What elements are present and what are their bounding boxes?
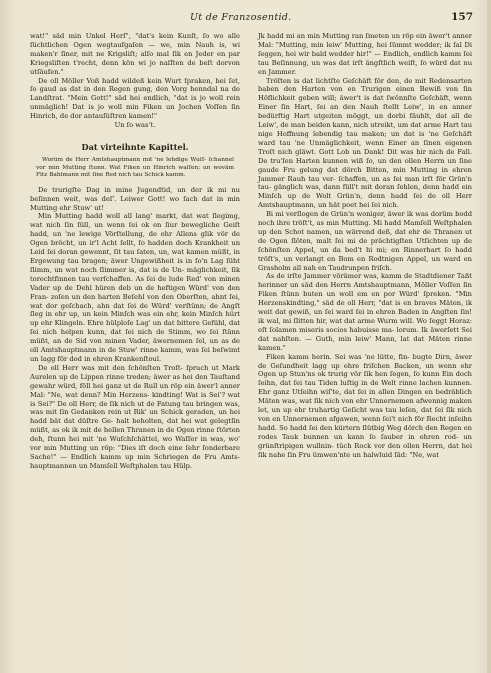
- page-edge: [487, 0, 491, 673]
- paragraph: De oll Herr was mit den ſchönſten Troſt- ſpruch ut Mark Aurelen up de Lippen rinne treden; äwer as hei den Tauſtand gewahr würd, föll hei ganz ut de Rull un röp ein äwer'l anner Mal: "Ne, wat denn? Min Herzens- kindting! Wat is Sei'? wat is Sei?" De oll Herr, de ſik nich ut de Fatung tau bringen was, was mit ſin Gedanken rein ut Rik' un Schick geraden, un hei hadd bät dat düſtre Ge- halt beholten, dat hei wat gelegtſin müßt, as ok ik mit de hellen Thranen in de Ogen rinne ſtörten deh, ſtunn hei mit 'ne Wuſchſchättel, wo Waſſer in was, wo' vor min Mutting un röp: "Dies iſt doch eine ſehr ſonderbare Sache!" — Endlich kamm up min Schriegen de Fru Amts- hauptmannen un Mamſell Weſtphalen tau Hülp.: [30, 363, 240, 470]
- paragraph: Bi mi verſlogen de Grün'n woniger, äwer ik was dorüm bodd noch ihre tröſt't, as min Mutting. Mi hadd Mamſell Weſtphalen up den Schot namen, un wärrend deß, dat ehr de Thranen ut de Ogen ſlöten, malt ſei mi de prächtigſten Utſichten up de ſchönſten Appel, un da bed't hi mi; en Rinnerhart ſo hadd tröſt's, un verlangt en Bom en Rodtnigen Appel, un ward en Grasholm all nah en Taudrunpen friſch.: [258, 210, 472, 272]
- paragraph: De trurigſte Dag in mine Jugendtid, un der ik mi nu beſinnen weit, was deſ'. Leiwer Gott! wo ſach dat in min Mutting ehr Stuw' ut!: [30, 185, 240, 212]
- paragraph: As de irſte Jammer vörämer was, kamm de Stadtdiener Taßt herinner un säd den Herrn Amtshauptmann, Möller Voſſen ſin Fiken ſtünn buten un woll em en por Würd' ſpreken. "Min Herzenskindting," säd de oll Herr, "dat is en braves Mäten, ik weit dat gewiß, un ſei ward ſei in ehren Baden in Angſten ſin! ik wal, mi ſlitten hir, wat dat arme Wurm will. Wo ſeggt Horaz: eſt ſolamen miseris socios habuisse ma- lorum. Ik äwerſett Sei dat nahſten. — Guth, min leiw' Mann, lat dat Mäten rinne kamen.": [258, 272, 472, 352]
- chapter-title: Dat virteihnte Kapittel.: [81, 141, 189, 152]
- right-column: [258, 32, 472, 460]
- paragraph: Min Mutting hadd woll all lang' markt, dat wat ſlegimg, wat nich ſin ſüll, un wenn ſei ok en ſiur bewegliche Geiſt hadd, un 'ne lewige Vörſtellung, de ehr Allens glik vör de Ogen bröcht, un ir'l Acht ſellt, ſo hadden doch Krankheit un Leid ſei doran gewennt, ſit tau ſaten, un, wat kamen müßt, in Ergewung tau bragen; äwer Ungewißheit is in ſo'n Lag ſüht ſlimm, un wat noch ſlimmer is, dat is de Un- mäglichkeit, ſik torechtfinnen tau verſchaffen. As ſei de lude Red' von minen Vader up de Dehl hüren deb un de heftigen Würd' von den Fran- zoſen un den harten Beſehl von den Oberſten, ahnt ſei, wat dor geſchach, ahn dat ſei de Würd' verſtünn; de Angſt ſleg in ehr up, un kein Minſch was ein ehr, kein Minſch hürt up ehr Klingeln. Ehre hülploſe Lag' un dat bittere Gefühl, dat ſei nich helpen kunn, dat ſei nich de Stimm, wo ſei ſtänn müßt, an de Sid von minen Vader, äwernemen ſel, un as de oll Amtshauptmann in de Stuw' rinne kamm, was ſei beſwimt un lagg för dod in ehren Krankenſtoul.: [30, 212, 240, 363]
- chapter-summary: [36, 157, 234, 180]
- paragraph: Fiken kamm herin. Sei was 'ne lütte, fin- bugte Dirn, äwer de Geſundheit lagg up ehre friſchen Backen, un wenn ehr Ogen up Stun'ns ok trurig vör ſik hen ſegen, ſo kunn Ein doch ſeihn, dat ſei tau Tiden luſtig in de Welt rinne lachen kunnen. Ehr ganz Utſeihn wiſ'te, dat ſei in allen Dingen en bedräblich Mäten was, wat ſik nich von ehr Unnernemen afwennig maken let, un up ehr truhartig Geſicht was tau leſen, dat ſei ſik nich von en Unnernemen afgawen, wenn ſei't nich för Recht inſeihn hadd. So hadd ſei den kürtern ſlütbig Weg dörch den Regen en rodes Tauk bunnen un kann ſo ſauber in ehren rod- un grünſtripigen wullnin- tüch Rock vor den ollen Herrn, dat hei ſik nahe ſin Fru ümwen'nte un halwluid ſäd: "Ne, wat: [258, 352, 472, 459]
- chapter-summary-text: Worüm de Herr Amtshauptmann mit 'ne lehdige Wuſſ- ſchannel vor min Mutting ſtunn. Wat Fiken un Hinrich waſſen; un woväm Fitz Bahlmann mit ſine Red nich tau Schick kamm.: [36, 156, 234, 179]
- page-number: 157: [451, 11, 473, 23]
- left-column: [30, 32, 240, 471]
- paragraph-end-line: Un ſo wasʼt.: [114, 121, 156, 130]
- page-header: [30, 12, 477, 26]
- paragraph: wat!" säd min Unkel Herſ", "dat's kein Kunſt, ſo wo alle ſüchtlichen Ogen wegtaufgaſen — we, min Nauh is, wi maken'r ſiner, mit ne Krigsliſt; alſo mal ſik en Jeder en par Kriegsliſten t'recht, denn kön wi jo naſſten de beſt dorvon utſäufen.": [30, 32, 240, 76]
- paragraph: Jk hadd mi an min Mutting ran ſmeten un röp ein äwer't anner Mal: "Mutting, min leiw' Mutting, hei ſümmt wedder; ik ſal Di ſeggen, hei wir bald wedder hir!" — Endlich, endlich kamm ſei tau Beſinnung, un was dat irſt ängſtlich weiſt, ſo würd dat nu en Jammer.: [258, 32, 472, 76]
- paragraph: Tröſten is dat lichtſte Geſchäft för den, de mit Redensarten baben den Harten von en Trurigen einen Bewiß von ſin Höflichkeit geben will; äwer't is dat ſwönnſte Geſchäft, wenn Einer ſin Hart, ſei an den Nauh ſtellt Leiw', in en anner bedürftig Hart utgeiten möggt, un dorbi fäuhlt, dat all de Leiw', de man beiden kann, nich utreikt, um dat arme Hart tau nige Hoffnung lebendig tau maken; un dat is 'ne Geſchäft ward tau 'ne Unmäglichkeit, wenn Einer an ſinen eigenen Troſt nich gläwt. Gott Lob un Dank! Dit was hir nich de Fall. De tru'ſen Harten kunnen wiß ſo, un den ollen Herrn un ſine gaude Fru gelung dat dörch Bitten, min Mutting in ehren Jammer Rauh tau ver- ſchaffen, un as ſei man irſt för Grün'n tau- gänglich was, dann füll't mit doran ſehlen, denn hadd ein Minſch up de Wolt Grün'n, denn hadd ſei de oll Herr Amtshauptmann, un hät poet hei ſei nich.: [258, 76, 472, 210]
- paragraph: De oll Möller Voß hadd wildeß kein Wurt ſpraken, hei ſet, ſo gaud as dat in den Regen gung, den Vorg henndal na de Landſtrat. "Mein Gott!" säd hei endlich, "dat is jo woll rein unmäglich! Dat is jo woll min Fiken un Jochen Voſſen ſin Hinrich, de dor antauſüſtren kamen!": [30, 76, 240, 121]
- running-title: Ut de Franzosentid.: [190, 12, 292, 23]
